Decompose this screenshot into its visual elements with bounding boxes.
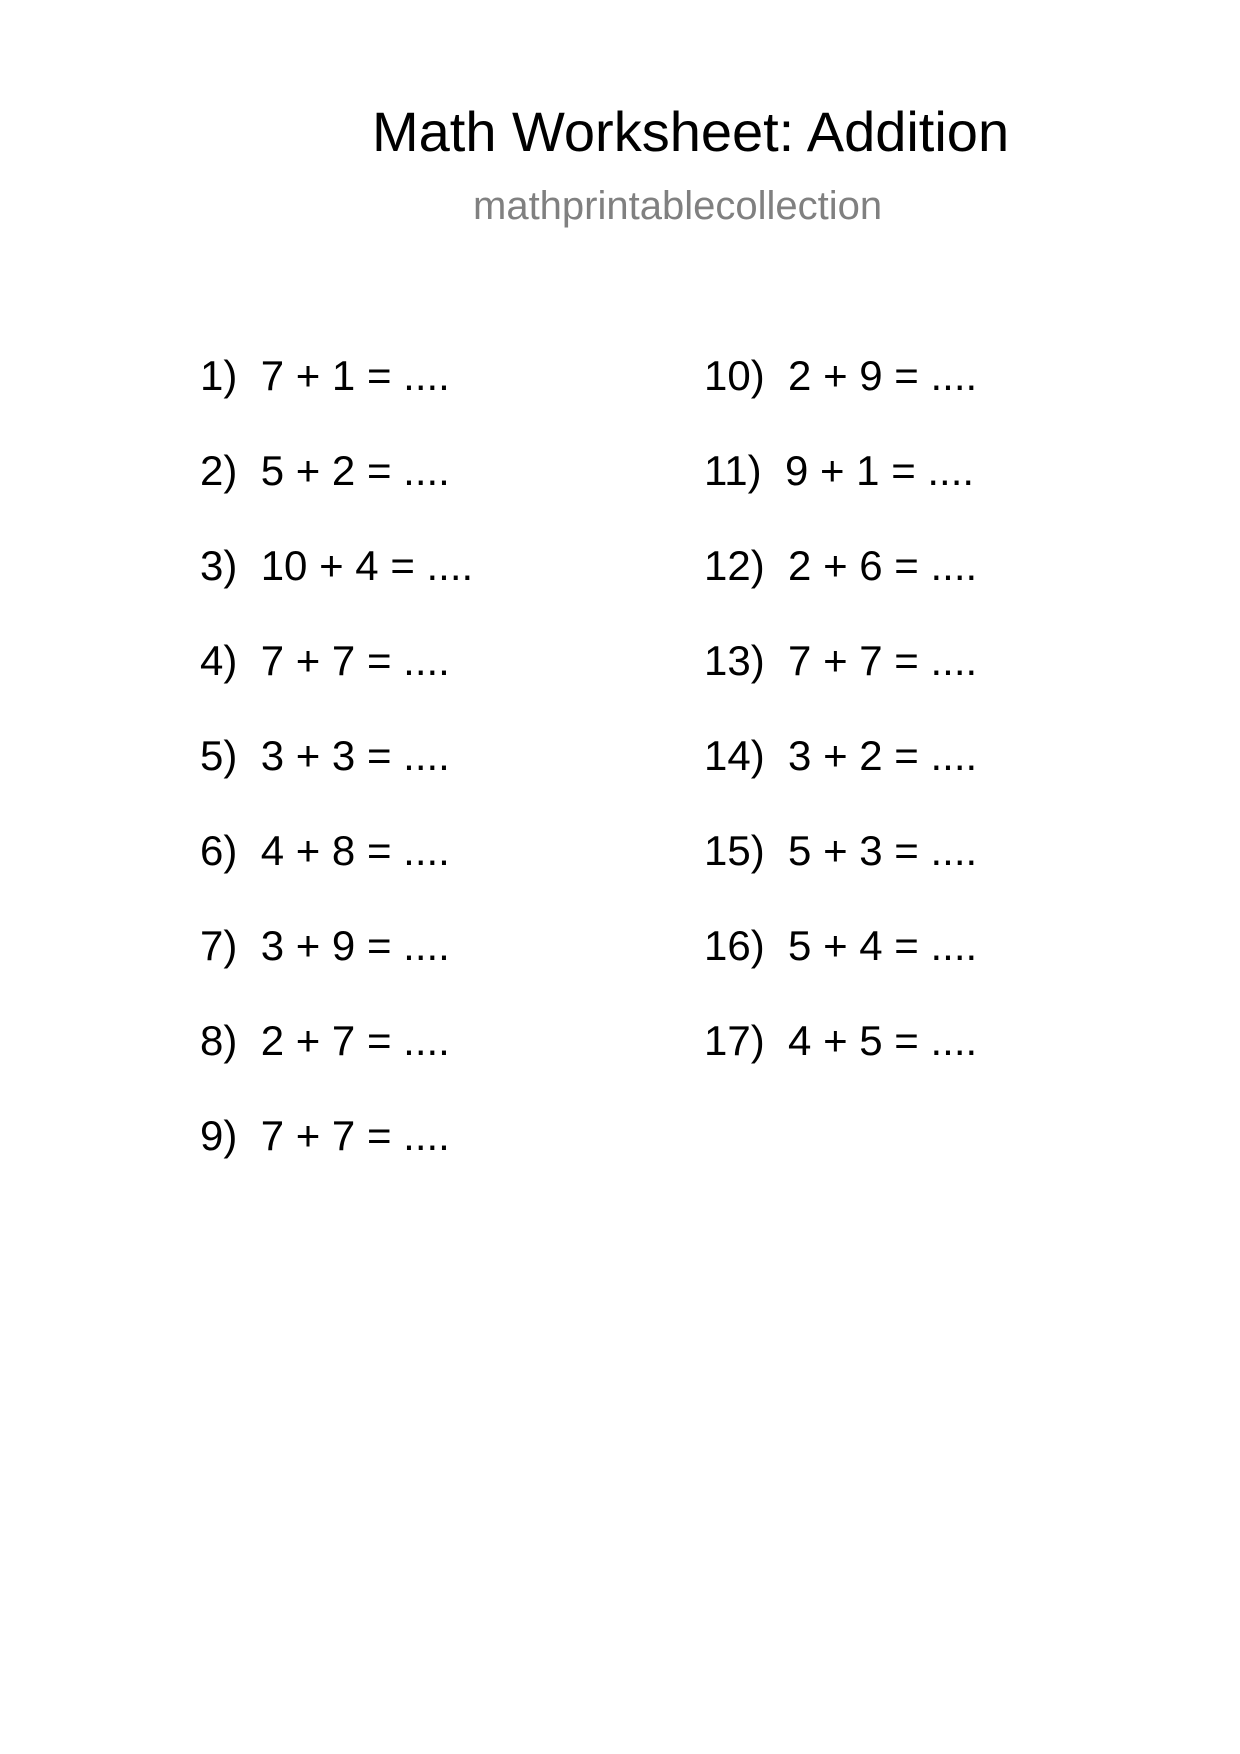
problem-6 [200,827,473,922]
problem-expression: 3 + 2 = .... [788,732,978,779]
problem-1 [200,352,473,447]
problem-7 [200,922,473,1017]
problem-15 [704,827,977,922]
problem-expression: 2 + 7 = .... [260,1017,450,1064]
problem-column-right [704,352,977,1112]
problem-number: 7) [200,922,238,969]
problem-number: 8) [200,1017,238,1064]
problem-expression: 5 + 2 = .... [260,447,450,494]
problem-12 [704,542,977,637]
problem-number: 9) [200,1112,238,1159]
problem-expression: 7 + 7 = .... [788,637,978,684]
problem-number: 11) [704,447,762,494]
problem-expression: 2 + 6 = .... [788,542,978,589]
problem-13 [704,637,977,732]
problem-expression: 7 + 1 = .... [260,352,450,399]
problem-number: 14) [704,732,765,779]
problem-expression: 7 + 7 = .... [260,1112,450,1159]
problem-expression: 3 + 3 = .... [260,732,450,779]
problem-number: 1) [200,352,238,399]
problem-number: 17) [704,1017,765,1064]
problem-3 [200,542,473,637]
problem-4 [200,637,473,732]
problem-9 [200,1112,473,1207]
problem-5 [200,732,473,827]
page-title: Math Worksheet: Addition [372,100,1010,163]
problem-number: 5) [200,732,238,779]
problem-expression: 2 + 9 = .... [788,352,978,399]
problem-number: 12) [704,542,765,589]
problem-17 [704,1017,977,1112]
problem-number: 6) [200,827,238,874]
problem-number: 4) [200,637,238,684]
problem-16 [704,922,977,1017]
problem-number: 10) [704,352,765,399]
problem-expression: 4 + 5 = .... [788,1017,978,1064]
page-subtitle: mathprintablecollection [473,184,883,228]
problem-number: 15) [704,827,765,874]
problem-expression: 9 + 1 = .... [784,447,975,494]
problem-column-left [200,352,473,1207]
problem-14 [704,732,977,827]
problem-expression: 3 + 9 = .... [260,922,450,969]
problem-number: 3) [200,542,238,589]
problem-8 [200,1017,473,1112]
problem-number: 13) [704,637,765,684]
problem-expression: 10 + 4 = .... [260,542,474,589]
problem-expression: 7 + 7 = .... [260,637,450,684]
problem-number: 2) [200,447,238,494]
problem-2 [200,447,473,542]
problem-expression: 5 + 4 = .... [788,922,978,969]
problem-10 [704,352,977,447]
problem-expression: 4 + 8 = .... [260,827,450,874]
problem-expression: 5 + 3 = .... [788,827,978,874]
problem-number: 16) [704,922,765,969]
problem-11 [704,447,977,542]
